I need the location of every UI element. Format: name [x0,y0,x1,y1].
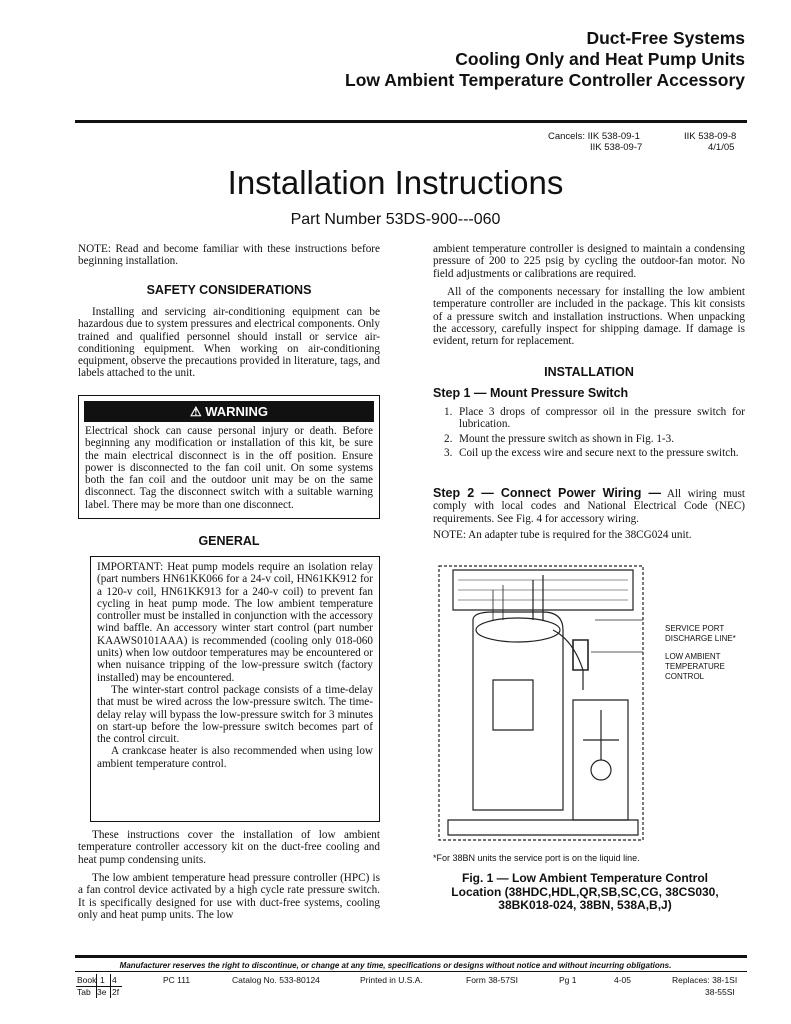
footer-rule [75,955,747,958]
footer-disclaimer: Manufacturer reserves the right to discontinue, or change at any time, specifications or designs without notice and without incurring obligations. [119,961,672,970]
step1-list [433,406,745,461]
header-line-1: Duct-Free Systems [586,28,745,48]
step1-item-text: Coil up the excess wire and secure next to the pressure switch. [459,446,739,459]
page-title: Installation Instructions [227,164,564,201]
step2-paragraph [433,487,745,525]
tab-value-1: 3e [97,987,107,997]
header-rule [75,120,747,123]
step1-item-number: 2. [444,432,453,445]
step1-heading: Step 1 — Mount Pressure Switch [433,386,629,400]
callout-low-ambient-line-1: LOW AMBIENT [665,652,721,661]
tab-hline [76,986,122,987]
components-paragraph: All of the components necessary for installing the low ambient temperature controller are included in the package. This kit consists of a pressure switch and installation instructions. When unpacking the accessory, carefully inspect for shipping damage. If damage is evident, return for replacement. [433,286,745,348]
step1-item-text: Mount the pressure switch as shown in Fig. 1-3. [459,432,675,445]
footer-form: Form 38-57SI [466,975,518,985]
cover-paragraph: These instructions cover the installation of low ambient temperature controller accessory kit on the duct-free cooling and heat pump condensing units. [78,829,380,866]
callout-low-ambient-line-2: TEMPERATURE [665,662,725,671]
cancels-date: 4/1/05 [708,142,735,153]
footer-pc: PC 111 [163,975,191,985]
callout-service-port-line-2: DISCHARGE LINE* [665,634,736,643]
part-number: Part Number 53DS-900---060 [290,211,501,228]
warning-box [78,395,380,519]
installation-heading: INSTALLATION [544,365,634,379]
cancels-second: IIK 538-09-7 [590,142,643,153]
footer-thin-rule [75,971,747,972]
warning-banner: ⚠ WARNING [84,401,374,422]
safety-heading: SAFETY CONSIDERATIONS [146,283,312,297]
callout-service-port-line-1: SERVICE PORT [665,624,725,633]
figure-caption [420,872,750,913]
header-line-3: Low Ambient Temperature Controller Accessory [345,70,745,90]
figure-caption-line-2: Location (38HDC,HDL,QR,SB,SC,CG, 38CS030, [451,884,719,899]
left-note: NOTE: Read and become familiar with these instructions before beginning installation. [78,243,380,268]
important-paragraph-2: The winter-start control package consists of a time-delay that must be wired across the low-pressure switch. The time-delay relay will bypass the low-pressure switch for 3 minutes on start-up before the low-pressure switch becomes part of the control circuit. [97,683,373,746]
callout-low-ambient [665,652,725,682]
callout-service-port [665,624,736,644]
tab-label: Tab [77,987,91,997]
book-value-1: 1 [100,975,105,985]
figure-caption-line-1: Fig. 1 — Low Ambient Temperature Control [461,871,708,885]
tab-value-2: 2f [112,987,120,997]
step2-text: All wiring must comply with local codes and National Electrical Code (NEC) requirements. See Fig. 4 for accessory wiring. [433,488,745,525]
step1-item [433,433,745,445]
footer-replaces-2: 38-55SI [705,987,735,997]
figure-footnote: *For 38BN units the service port is on the liquid line. [433,853,640,863]
header-line-2: Cooling Only and Heat Pump Units [455,49,745,69]
step1-item-number: 3. [444,446,453,459]
book-value-2: 4 [112,975,117,985]
figure-caption-line-3: 38BK018-024, 38BN, 538A,B,J) [498,898,672,912]
step1-item [433,406,745,431]
adapter-note: NOTE: An adapter tube is required for the 38CG024 unit. [433,529,692,541]
unit-illustration [433,560,653,850]
step1-item-number: 1. [444,406,453,418]
cancels-label: Cancels: IIK 538-09-1 [548,131,640,142]
footer-printed: Printed in U.S.A. [360,975,423,985]
important-paragraph-3: A crankcase heater is also recommended when using low ambient temperature control. [97,745,373,770]
book-label: Book [77,975,97,985]
important-paragraph-1: IMPORTANT: Heat pump models require an isolation relay (part numbers HN61KK066 for a 24-v coil, HN61KK912 for a 120-v coil, HN61KK913 for a 240-v coil) to prevent fan cycling in heat pump mode. The low ambient temperature controller must be installed in conjunction with the accessory wind baffle. An accessory winter start control (part number KAAWS0101AAA) is recommended (cooling only 018-060 units) when low outdoor temperatures may be encountered or when nuisance tripping of the low-pressure switch (factory installed) may be encountered. [97,561,373,684]
step1-item-text: Place 3 drops of compressor oil in the pressure switch for lubrication. [459,406,745,431]
step1-item [433,447,745,459]
hpc-paragraph: The low ambient temperature head pressure controller (HPC) is a fan control device activated by a high cycle rate pressure switch. It is specifically designed for use with duct-free systems, cooling only and heat pump units. The low [78,872,380,921]
footer-catalog: Catalog No. 533-80124 [232,975,320,985]
warning-text: Electrical shock can cause personal injury or death. Before beginning any modification or installation of this kit, be sure the main electrical disconnect is in the off position. Ensure power is disconnected to the fan coil unit. On some systems both the fan coil and the outdoor unit may be on the same disconnect. Tag the disconnect switch with a suitable warning label. There may be more than one disconnect. [85,425,373,511]
cancels-right-1: IIK 538-09-8 [684,131,737,142]
footer-page: Pg 1 [559,975,577,985]
important-box [90,556,380,822]
general-heading: GENERAL [198,534,260,548]
step2-heading: Step 2 — Connect Power Wiring — [433,486,662,500]
footer-replaces: Replaces: 38-1SI [672,975,738,985]
callout-low-ambient-line-3: CONTROL [665,672,705,681]
right-continued-paragraph: ambient temperature controller is designed to maintain a condensing pressure of 200 to 225 psig by cycling the outdoor-fan motor. No field adjustments or calibrations are required. [433,243,745,280]
footer-date: 4-05 [614,975,632,985]
safety-text: Installing and servicing air-conditioning equipment can be hazardous due to system pressures and electrical components. Only trained and qualified personnel should install or service air-conditioning equipment. When working on air-conditioning equipment, observe the precautions provided in literature, tags, and labels attached to the unit. [78,306,380,380]
